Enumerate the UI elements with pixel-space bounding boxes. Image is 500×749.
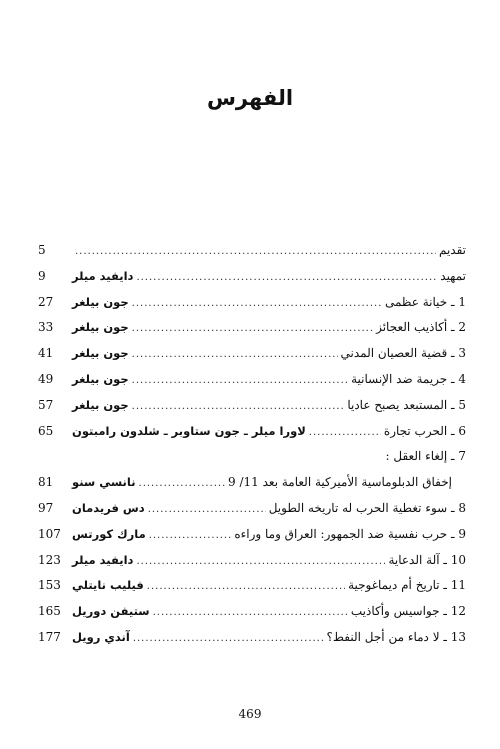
- dot-leader: [132, 349, 338, 360]
- dot-leader: [132, 323, 373, 334]
- page-title: الفهرس: [206, 86, 294, 110]
- toc-entry: [38, 475, 466, 501]
- entry-page-number: 107: [38, 526, 61, 541]
- toc-entry: [38, 243, 466, 269]
- entry-page-number: 123: [38, 552, 61, 567]
- toc-entry: [38, 449, 466, 475]
- entry-title: تمهيد: [440, 268, 466, 283]
- dot-leader: [139, 478, 226, 489]
- toc-entry: [38, 553, 466, 579]
- entry-page-number: 33: [38, 320, 54, 335]
- entry-page-number: 9: [38, 268, 46, 283]
- toc-entry: [38, 578, 466, 604]
- entry-author: ستيفن دوريل: [72, 604, 150, 619]
- entry-page-number: 5: [38, 243, 46, 257]
- toc-entry: [38, 527, 466, 553]
- dot-leader: [136, 272, 437, 283]
- toc-entry: [38, 501, 466, 527]
- toc-entry: [38, 398, 466, 424]
- dot-leader: [75, 246, 436, 257]
- entry-page-number: 27: [38, 294, 54, 309]
- entry-page-number: 41: [38, 346, 54, 361]
- entry-title: 2 ـ أكاذيب العجائز: [376, 320, 466, 335]
- toc-entry: [38, 269, 466, 295]
- entry-page-number: 81: [38, 475, 54, 490]
- entry-author: جون بيلغر: [72, 397, 129, 412]
- entry-page-number: 57: [38, 397, 54, 412]
- entry-author: آندي رويل: [72, 629, 130, 644]
- entry-author: جون بيلغر: [72, 320, 129, 335]
- entry-author: نانسي سنو: [72, 475, 136, 490]
- table-of-contents: [38, 243, 466, 656]
- dot-leader: [132, 401, 345, 412]
- entry-author: جون بيلغر: [72, 294, 129, 309]
- entry-title: إخفاق الدبلوماسية الأميركية العامة بعد 11/ 9: [228, 475, 452, 490]
- entry-title: 13 ـ لا دماء من أجل النفط؟: [326, 629, 466, 644]
- entry-title: 10 ـ آلة الدعاية: [388, 552, 466, 567]
- entry-page-number: 153: [38, 578, 61, 593]
- entry-title: 3 ـ قضية العصيان المدني: [340, 346, 466, 361]
- entry-page-number: 177: [38, 629, 61, 644]
- dot-leader: [147, 581, 345, 592]
- toc-entry: [38, 424, 466, 450]
- entry-title: 6 ـ الحرب تجارة: [383, 423, 466, 438]
- dot-leader: [132, 298, 382, 309]
- toc-entry: [38, 346, 466, 372]
- entry-title: 11 ـ تاريخ أم ديماغوجية: [348, 578, 466, 593]
- page-number: 469: [238, 707, 262, 721]
- entry-author: فيليب نايتلي: [72, 578, 144, 593]
- entry-author: جون بيلغر: [72, 371, 129, 386]
- entry-title: 9 ـ حرب نفسية ضد الجمهور: العراق وما وراءه: [234, 526, 466, 541]
- entry-title: 1 ـ خيانة عظمى: [384, 294, 466, 309]
- entry-author: لاورا ميلر ـ جون ستاوبر ـ شلدون رامبتون: [72, 423, 306, 438]
- entry-page-number: 65: [38, 423, 54, 438]
- entry-page-number: 165: [38, 604, 61, 619]
- toc-entry: [38, 630, 466, 656]
- entry-title: 8 ـ سوء تغطية الحرب له تاريخه الطويل: [268, 500, 466, 515]
- dot-leader: [153, 607, 348, 618]
- entry-title: 12 ـ جواسيس وأكاذيب: [350, 604, 466, 619]
- dot-leader: [136, 556, 385, 567]
- entry-author: مارك كورتس: [72, 526, 146, 541]
- dot-leader: [132, 375, 348, 386]
- dot-leader: [309, 427, 381, 438]
- toc-entry: [38, 320, 466, 346]
- entry-author: جون بيلغر: [72, 346, 129, 361]
- entry-title: 7 ـ إلغاء العقل :: [385, 449, 466, 464]
- entry-page-number: 49: [38, 371, 54, 386]
- dot-leader: [133, 633, 324, 644]
- entry-author: دايفيد ميلر: [72, 552, 134, 567]
- dot-leader: [148, 504, 266, 515]
- toc-entry: [38, 604, 466, 630]
- entry-title: تقديم: [438, 243, 466, 257]
- entry-author: دس فريدمان: [72, 500, 145, 515]
- dot-leader: [149, 530, 232, 541]
- entry-title: 5 ـ المستبعد يصبح عاديا: [347, 397, 466, 412]
- entry-title: 4 ـ جريمة ضد الإنسانية: [351, 371, 466, 386]
- entry-page-number: 97: [38, 500, 54, 515]
- toc-entry: [38, 295, 466, 321]
- entry-author: دايفيد ميلر: [72, 268, 134, 283]
- toc-entry: [38, 372, 466, 398]
